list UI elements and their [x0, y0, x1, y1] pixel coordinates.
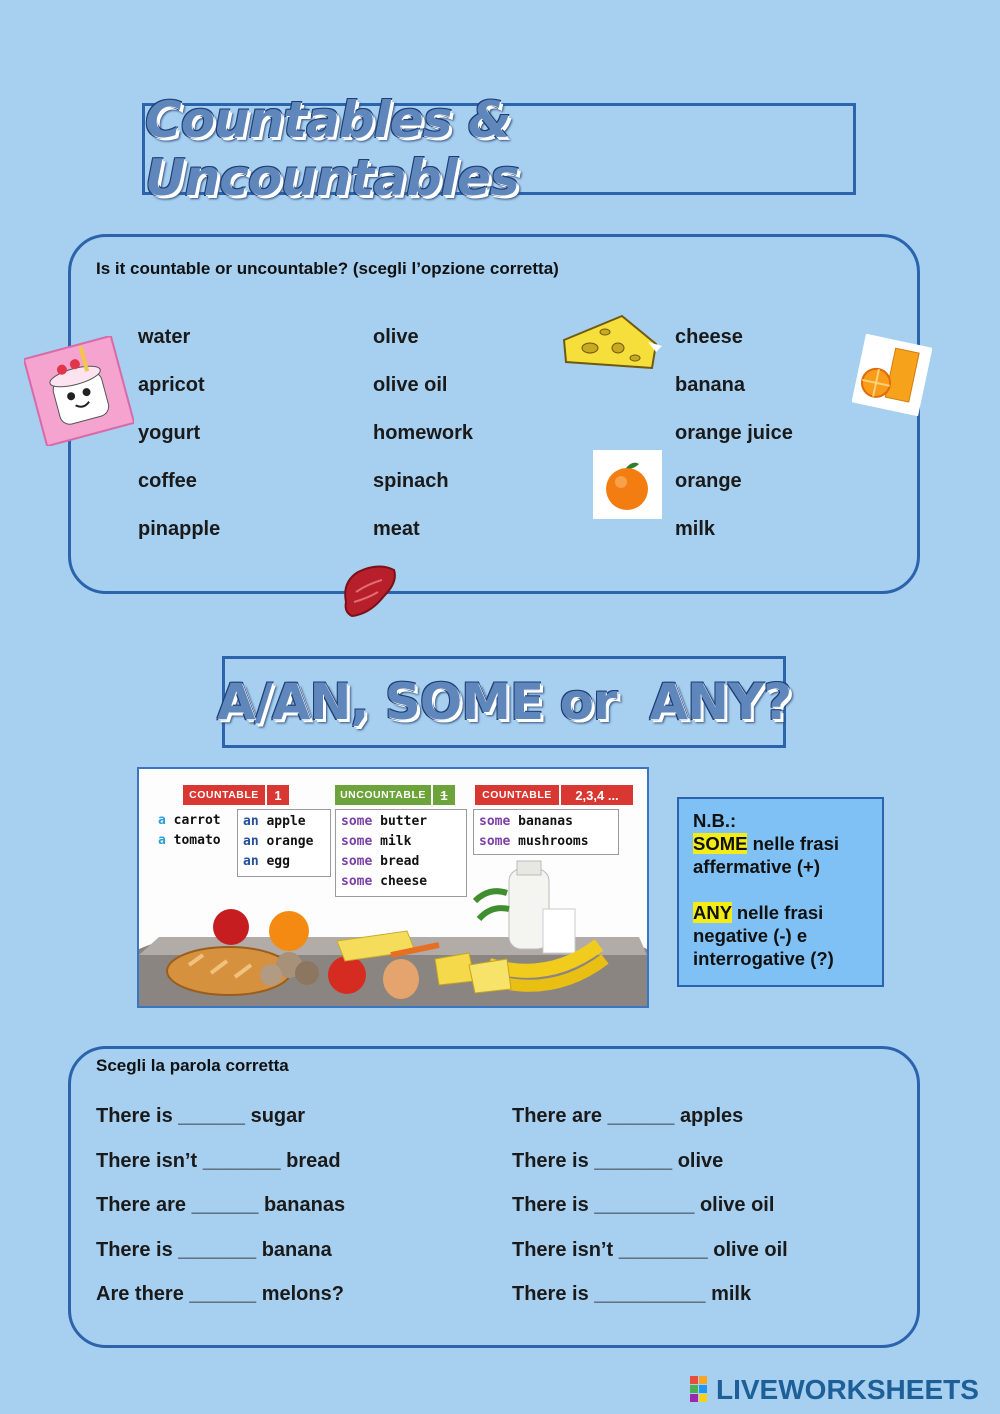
- article-box-a: a carrot a tomato: [158, 813, 221, 848]
- word-item[interactable]: cheese: [675, 326, 743, 348]
- instruction-1: Is it countable or uncountable? (scegli l’opzione corretta): [96, 259, 559, 278]
- word-column-3: [675, 326, 793, 566]
- word-item[interactable]: pinapple: [138, 518, 221, 540]
- instruction-2: Scegli la parola corretta: [96, 1056, 289, 1075]
- uncountable-number: 1: [433, 785, 455, 805]
- title-box: [142, 91, 856, 207]
- sentences-right: [512, 1105, 788, 1328]
- note-any: ANY nelle frasi negative (-) e interrogative (?): [693, 902, 834, 969]
- answer-blank[interactable]: __________: [594, 1283, 706, 1305]
- sentence: There is _______ olive: [512, 1149, 724, 1172]
- sentence: There isn’t ________ olive oil: [512, 1238, 788, 1261]
- sentence: Are there ______ melons?: [96, 1283, 344, 1305]
- orange-juice-icon: [852, 334, 932, 416]
- brand-name: LIVEWORKSHEETS: [716, 1374, 979, 1405]
- sentence: There are ______ apples: [512, 1105, 744, 1127]
- answer-blank[interactable]: _______: [178, 1238, 257, 1261]
- article-box-an: an apple an orange an egg: [237, 809, 331, 877]
- answer-blank[interactable]: ______: [189, 1283, 257, 1305]
- title-box-2: [216, 656, 792, 748]
- word-item[interactable]: olive: [373, 326, 419, 348]
- answer-blank[interactable]: _________: [594, 1194, 695, 1216]
- food-illustration: [139, 769, 647, 1006]
- answer-blank[interactable]: ______: [607, 1105, 675, 1127]
- word-item[interactable]: banana: [675, 374, 746, 396]
- word-item[interactable]: yogurt: [138, 422, 201, 444]
- word-item[interactable]: orange juice: [675, 422, 793, 444]
- answer-blank[interactable]: _______: [202, 1149, 281, 1172]
- answer-blank[interactable]: ______: [178, 1105, 246, 1127]
- orange-icon: [593, 450, 662, 519]
- sentence: There isn’t _______ bread: [96, 1149, 341, 1172]
- word-item[interactable]: olive oil: [373, 374, 448, 396]
- yogurt-sticker-icon: [24, 336, 134, 446]
- sentence: There is __________ milk: [512, 1283, 752, 1305]
- word-item[interactable]: orange: [675, 470, 742, 492]
- countable-number: 1: [267, 785, 289, 805]
- sentence: There are ______ bananas: [96, 1194, 346, 1216]
- word-item[interactable]: coffee: [138, 470, 197, 492]
- word-item[interactable]: milk: [675, 518, 716, 540]
- food-diagram: [137, 767, 649, 1008]
- answer-blank[interactable]: ________: [618, 1238, 708, 1261]
- countable-tag-2: COUNTABLE: [475, 785, 559, 805]
- section-title: A/AN, SOME or ANY?: [216, 673, 792, 731]
- article-box-some-uncountable: some butter some milk some bread some cheese: [335, 809, 467, 897]
- meat-icon: [338, 562, 400, 620]
- liveworksheets-logo-icon: [690, 1376, 716, 1404]
- brand-logo: [690, 1374, 979, 1406]
- answer-blank[interactable]: _______: [594, 1149, 673, 1172]
- answer-blank[interactable]: ______: [191, 1194, 259, 1216]
- note-some: SOME nelle frasi affermative (+): [693, 833, 840, 877]
- sentence: There is _______ banana: [96, 1238, 332, 1261]
- any-highlight: ANY: [693, 902, 732, 923]
- word-item[interactable]: homework: [373, 422, 474, 444]
- word-column-1: [138, 326, 220, 566]
- word-item[interactable]: apricot: [138, 374, 205, 396]
- word-item[interactable]: spinach: [373, 470, 449, 492]
- word-item[interactable]: water: [138, 326, 191, 348]
- countable-tag: COUNTABLE: [183, 785, 265, 805]
- word-column-2: [373, 326, 473, 566]
- some-highlight: SOME: [693, 833, 748, 854]
- note-box: [677, 797, 884, 987]
- page-title: Countables & Uncountables: [145, 91, 519, 207]
- note-heading: N.B.:: [693, 810, 737, 831]
- sentence: There is ______ sugar: [96, 1105, 306, 1127]
- article-box-some-countable: some bananas some mushrooms: [473, 809, 619, 855]
- cheese-icon: [560, 312, 665, 372]
- countable-number-2: 2,3,4 ...: [561, 785, 633, 805]
- uncountable-tag: UNCOUNTABLE: [335, 785, 431, 805]
- sentence: There is _________ olive oil: [512, 1194, 775, 1216]
- word-item[interactable]: meat: [373, 518, 420, 540]
- sentences-left: [96, 1105, 345, 1328]
